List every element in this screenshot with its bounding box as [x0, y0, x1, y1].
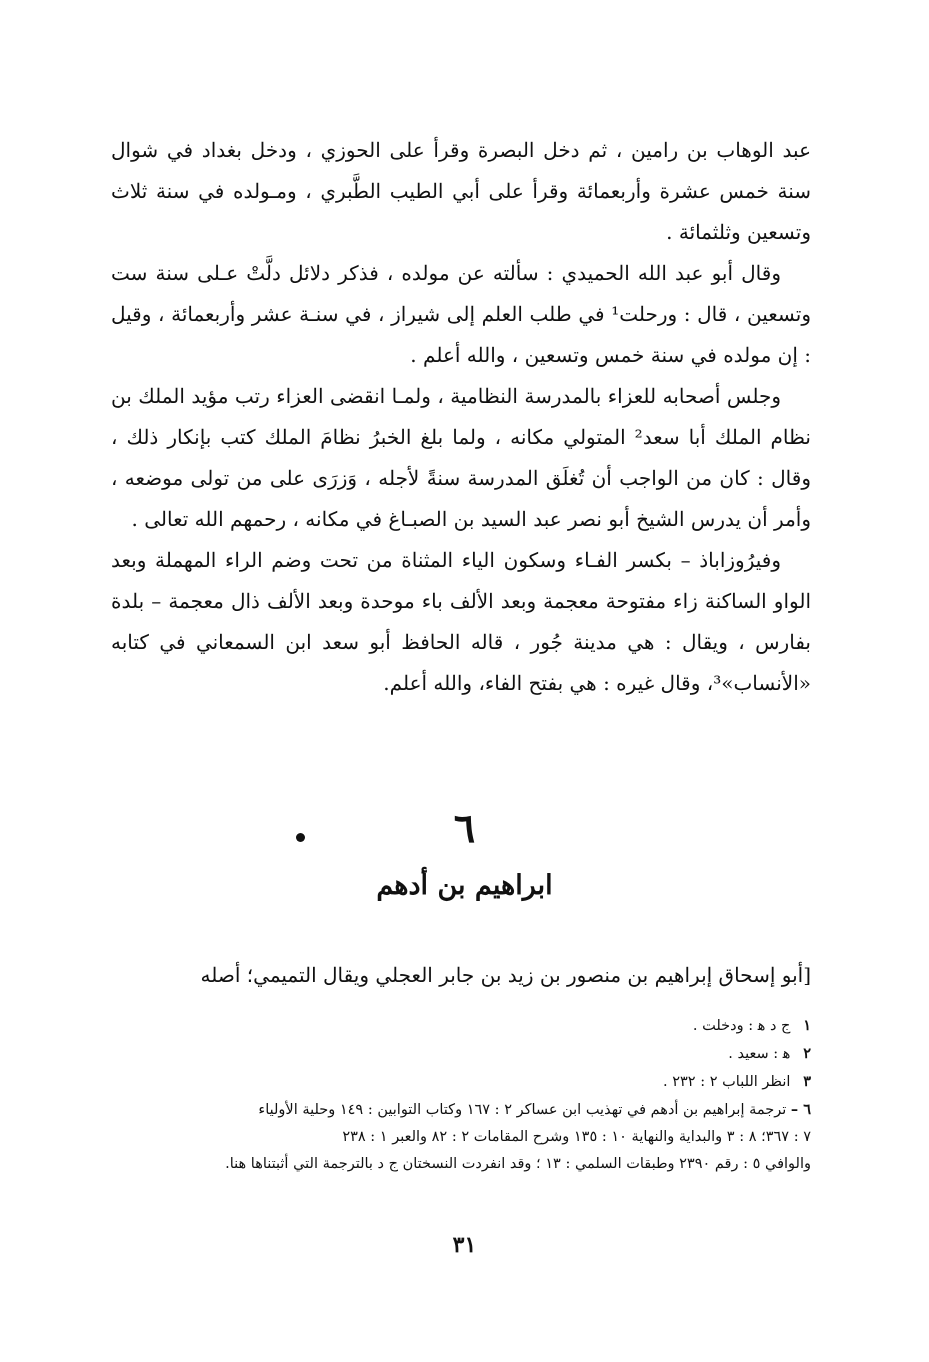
footnotes: [111, 1012, 811, 1178]
entry-title: ابراهيم بن أدهم: [376, 870, 553, 901]
footnote-text: ﻫ : سعيد .: [728, 1046, 791, 1062]
footnote-text: والوافي ٥ : رقم ٢٣٩٠ وطبقات السلمي : ١٣ ؛ وقد انفردت النسختان ج د بالترجمة التي أثبتناها هنا.: [225, 1156, 811, 1172]
paragraph: عبد الوهاب بن رامين ، ثم دخل البصرة وقرأ على الحوزي ، ودخل بغداد في شوال سنة خمس عشرة وأربعمائة وقرأ على أبي الطيب الطَّبري ، ومـولده في سنة ثلاث وتسعين وثلثمائة .: [111, 138, 811, 244]
footnote-number: ٦ –: [790, 1101, 811, 1118]
footnote: [111, 1068, 811, 1096]
footnote-number: ٣: [803, 1073, 811, 1090]
footnote-number: ٢: [803, 1045, 811, 1062]
footnote-text: ٧ : ٣٦٧؛ ٨ : ٣ والبداية والنهاية ١٠ : ١٣٥ وشرح المقامات ٢ : ٨٢ والعبر ١ : ٢٣٨: [342, 1129, 811, 1145]
footnote-text: ج د ﻫ : ودخلت .: [692, 1018, 791, 1034]
bullet-dot-icon: [296, 833, 305, 842]
footnote: [111, 1040, 811, 1068]
paragraph: وجلس أصحابه للعزاء بالمدرسة النظامية ، ولمـا انقضى العزاء رتب مؤيد الملك بن نظام الملك أبا سعد² المتولي مكانه ، ولما بلغ الخبرُ نظامَ الملك كتب بإنكار ذلك ، وقال : كان من الواجب أن تُغلَق المدرسة سنةً لأجله ، وَزرَى على من تولى موضعه ، وأمر أن يدرس الشيخ أبو نصر عبد السيد بن الصبـاغ في مكانه ، رحمهم الله تعالى .: [111, 384, 811, 531]
footnote-text: ترجمة إبراهيم بن أدهم في تهذيب ابن عساكر ٢ : ١٦٧ وكتاب التوابين : ١٤٩ وحلية الأولياء: [258, 1102, 787, 1118]
entry-number: ٦: [453, 805, 476, 852]
paragraph: وفيرُوزاباذ – بكسر الفـاء وسكون الياء المثناة من تحت وضم الراء المهملة وبعد الواو الساكنة زاء مفتوحة معجمة وبعد الألف باء موحدة وبعد الألف ذال معجمة – بلدة بفارس ، ويقال : هي مدينة جُور ، قاله الحافظ أبو سعد ابن السمعاني في كتابه «الأنساب»³، وقال غيره : هي بفتح الفاء، والله أعلم.: [111, 548, 811, 695]
footnote-text: انظر اللباب ٢ : ٢٣٢ .: [663, 1074, 791, 1090]
footnote: [111, 1012, 811, 1040]
footnote: [111, 1096, 811, 1124]
footnote-continuation: [111, 1124, 811, 1151]
page-number: ٣١: [452, 1232, 477, 1258]
main-text: [111, 130, 811, 704]
footnote-continuation: [111, 1151, 811, 1178]
footnote-number: ١: [803, 1017, 811, 1034]
paragraph: وقال أبو عبد الله الحميدي : سألته عن مولده ، فذكر دلائل دلَّتْ عـلى سنة ست وتسعين ، قال : ورحلت¹ في طلب العلم إلى شيراز ، في سنـة عشر وأربعمائة ، وقيل : إن مولده في سنة خمس وتسعين ، والله أعلم .: [111, 261, 811, 367]
entry-first-line: [أبو إسحاق إبراهيم بن منصور بن زيد بن جابر العجلي ويقال التميمي؛ أصله: [200, 963, 811, 987]
